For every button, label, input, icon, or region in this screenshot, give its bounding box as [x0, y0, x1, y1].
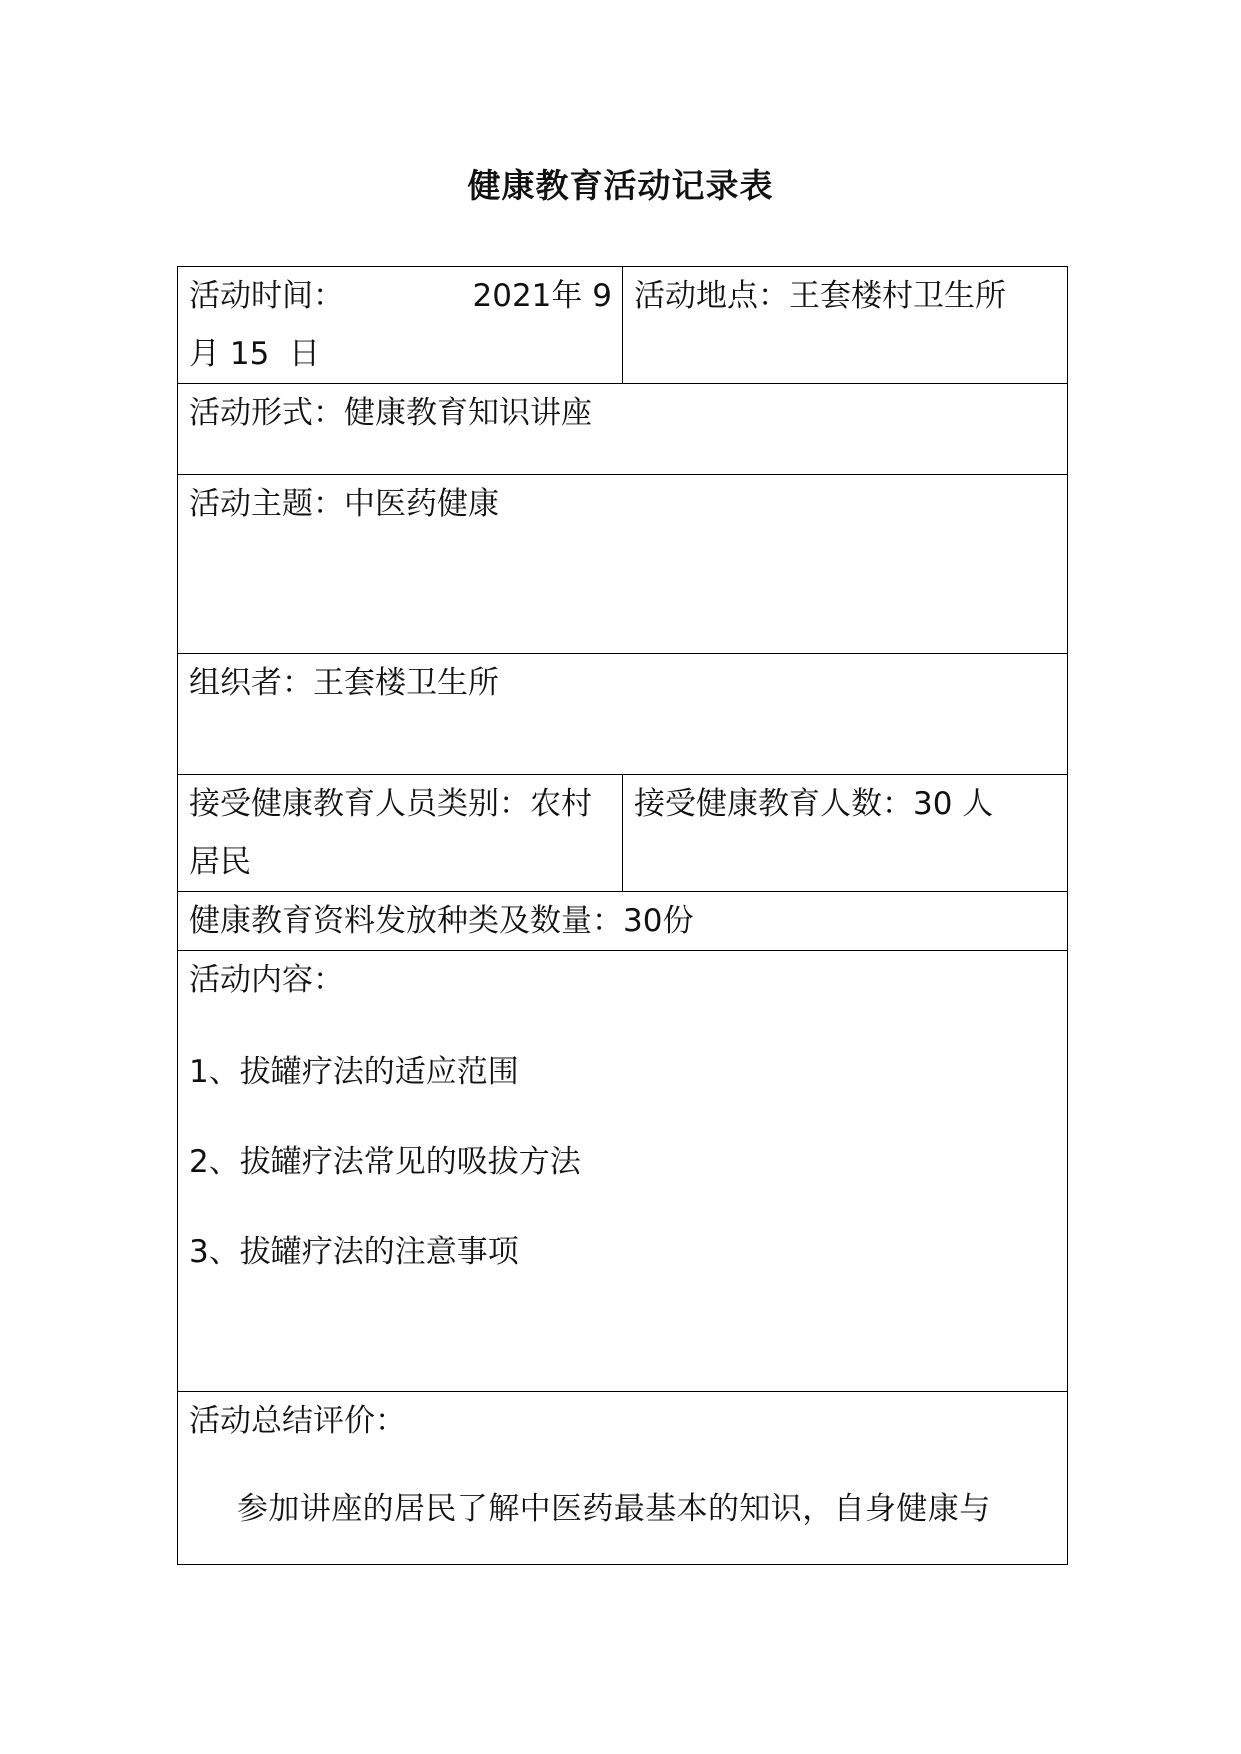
- activity-content-cell: [178, 951, 1068, 1392]
- activity-place: 活动地点：王套楼村卫生所: [634, 278, 1006, 314]
- materials-cell: [178, 892, 1068, 951]
- audience-type-cell: [178, 775, 623, 892]
- audience-type: 接受健康教育人员类别：农村居民: [189, 786, 592, 880]
- activity-time-label: 活动时间：: [189, 278, 344, 314]
- activity-time-date: 月 15 日: [189, 336, 321, 372]
- organizer-cell: [178, 654, 1068, 775]
- summary-text: 参加讲座的居民了解中医药最基本的知识，自身健康与: [237, 1491, 991, 1527]
- table-row: [178, 951, 1068, 1392]
- document-title: 健康教育活动记录表: [467, 166, 774, 205]
- activity-record-table: [177, 266, 1068, 1565]
- table-row: [178, 892, 1068, 951]
- activity-form: 活动形式：健康教育知识讲座: [189, 395, 592, 431]
- table-row: [178, 475, 1068, 654]
- activity-form-cell: [178, 384, 1068, 475]
- materials: 健康教育资料发放种类及数量：30份: [189, 903, 694, 939]
- activity-time-cell: [178, 267, 623, 384]
- activity-time-year: 2021年 9: [472, 278, 612, 314]
- activity-place-cell: [623, 267, 1068, 384]
- activity-time-line: [189, 267, 612, 325]
- table-row: [178, 654, 1068, 775]
- content-item: 3、拔罐疗法的注意事项: [189, 1234, 519, 1270]
- activity-theme-cell: [178, 475, 1068, 654]
- content-item: 1、拔罐疗法的适应范围: [189, 1054, 519, 1090]
- summary-label: 活动总结评价：: [189, 1403, 406, 1439]
- audience-count-cell: [623, 775, 1068, 892]
- activity-content-label: 活动内容：: [189, 962, 344, 998]
- table-row: [178, 267, 1068, 384]
- table-row: [178, 384, 1068, 475]
- audience-count: 接受健康教育人数：30 人: [634, 786, 994, 822]
- organizer: 组织者：王套楼卫生所: [189, 665, 499, 701]
- table-row: [178, 775, 1068, 892]
- table-row: [178, 1392, 1068, 1565]
- summary-cell: [178, 1392, 1068, 1565]
- activity-theme: 活动主题：中医药健康: [189, 486, 499, 522]
- content-item: 2、拔罐疗法常见的吸拔方法: [189, 1144, 581, 1180]
